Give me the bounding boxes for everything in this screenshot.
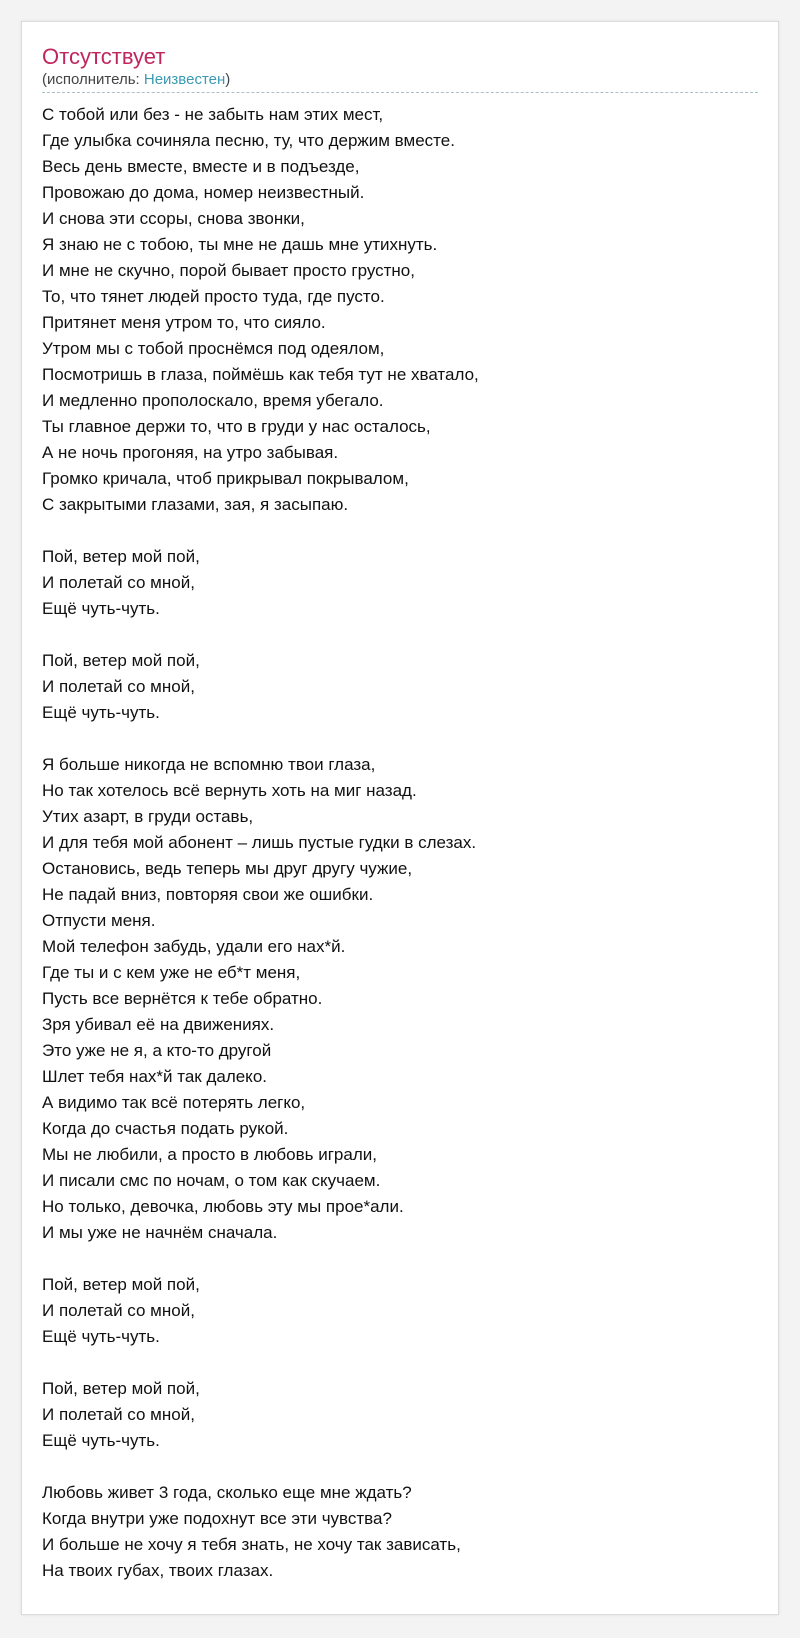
stanza-break <box>42 1454 758 1480</box>
stanza-break <box>42 1246 758 1272</box>
lyric-line: И полетай со мной, <box>42 1301 195 1320</box>
performer-prefix: (исполнитель: <box>42 71 144 88</box>
lyric-line: Ещё чуть-чуть. <box>42 1327 160 1346</box>
stanza-break <box>42 622 758 648</box>
lyric-line: А видимо так всё потерять легко, <box>42 1093 306 1112</box>
stanza-break <box>42 518 758 544</box>
performer-line <box>42 70 758 90</box>
lyric-line: Утром мы с тобой проснёмся под одеялом, <box>42 339 385 358</box>
lyric-line: И больше не хочу я тебя знать, не хочу так зависать, <box>42 1535 461 1554</box>
lyric-line: Пой, ветер мой пой, <box>42 547 200 566</box>
lyric-line: Мы не любили, а просто в любовь играли, <box>42 1145 377 1164</box>
lyric-line: Отпусти меня. <box>42 911 156 930</box>
lyrics-card <box>21 21 779 1615</box>
lyric-line: Шлет тебя нах*й так далеко. <box>42 1067 267 1086</box>
lyric-line: Ещё чуть-чуть. <box>42 599 160 618</box>
song-header <box>42 44 758 93</box>
lyric-line: Но только, девочка, любовь эту мы прое*али. <box>42 1197 404 1216</box>
lyric-line: Громко кричала, чтоб прикрывал покрывалом, <box>42 469 409 488</box>
lyric-line: Провожаю до дома, номер неизвестный. <box>42 183 365 202</box>
song-title: Отсутствует <box>42 44 166 69</box>
lyric-line: Любовь живет 3 года, сколько еще мне ждать? <box>42 1483 412 1502</box>
lyric-line: Где ты и с кем уже не еб*т меня, <box>42 963 301 982</box>
lyric-line: Пусть все вернётся к тебе обратно. <box>42 989 323 1008</box>
lyric-line: Ещё чуть-чуть. <box>42 703 160 722</box>
lyric-line: Притянет меня утром то, что сияло. <box>42 313 326 332</box>
artist-link[interactable]: Неизвестен <box>143 71 226 88</box>
lyric-line: И для тебя мой абонент – лишь пустые гудки в слезах. <box>42 833 477 852</box>
performer-suffix: ) <box>225 71 231 88</box>
lyric-line: Когда внутри уже подохнут все эти чувства? <box>42 1509 392 1528</box>
stanza-break <box>42 726 758 752</box>
lyric-line: На твоих губах, твоих глазах. <box>42 1561 274 1580</box>
lyric-line: Я знаю не с тобою, ты мне не дашь мне утихнуть. <box>42 235 438 254</box>
lyric-line: И медленно прополоскало, время убегало. <box>42 391 384 410</box>
lyric-line: И полетай со мной, <box>42 573 195 592</box>
lyric-line: Мой телефон забудь, удали его нах*й. <box>42 937 346 956</box>
lyric-line: Посмотришь в глаза, поймёшь как тебя тут не хватало, <box>42 365 479 384</box>
lyric-line: Но так хотелось всё вернуть хоть на миг назад. <box>42 781 417 800</box>
lyric-line: Остановись, ведь теперь мы друг другу чужие, <box>42 859 413 878</box>
lyric-line: Где улыбка сочиняла песню, ту, что держим вместе. <box>42 131 455 150</box>
lyric-line: И полетай со мной, <box>42 677 195 696</box>
lyric-line: Ты главное держи то, что в груди у нас осталось, <box>42 417 431 436</box>
lyric-line: Пой, ветер мой пой, <box>42 1275 200 1294</box>
stanza-break <box>42 1350 758 1376</box>
lyric-line: Ещё чуть-чуть. <box>42 1431 160 1450</box>
lyric-line: И полетай со мной, <box>42 1405 195 1424</box>
lyric-line: С тобой или без - не забыть нам этих мест, <box>42 105 384 124</box>
lyric-line: А не ночь прогоняя, на утро забывая. <box>42 443 339 462</box>
lyric-line: Это уже не я, а кто-то другой <box>42 1041 272 1060</box>
lyric-line: И мне не скучно, порой бывает просто грустно, <box>42 261 415 280</box>
lyric-line: Утих азарт, в груди оставь, <box>42 807 254 826</box>
lyric-line: Пой, ветер мой пой, <box>42 1379 200 1398</box>
lyric-line: Пой, ветер мой пой, <box>42 651 200 670</box>
lyric-line: С закрытыми глазами, зая, я засыпаю. <box>42 495 349 514</box>
lyric-line: Когда до счастья подать рукой. <box>42 1119 289 1138</box>
lyric-line: Весь день вместе, вместе и в подъезде, <box>42 157 360 176</box>
lyric-line: И писали смс по ночам, о том как скучаем. <box>42 1171 381 1190</box>
lyric-line: Я больше никогда не вспомню твои глаза, <box>42 755 376 774</box>
lyric-line: То, что тянет людей просто туда, где пусто. <box>42 287 385 306</box>
lyric-line: Не падай вниз, повторяя свои же ошибки. <box>42 885 374 904</box>
lyric-line: Зря убивал её на движениях. <box>42 1015 275 1034</box>
lyric-line: И мы уже не начнём сначала. <box>42 1223 278 1242</box>
lyrics-text <box>42 102 758 1584</box>
lyric-line: И снова эти ссоры, снова звонки, <box>42 209 305 228</box>
